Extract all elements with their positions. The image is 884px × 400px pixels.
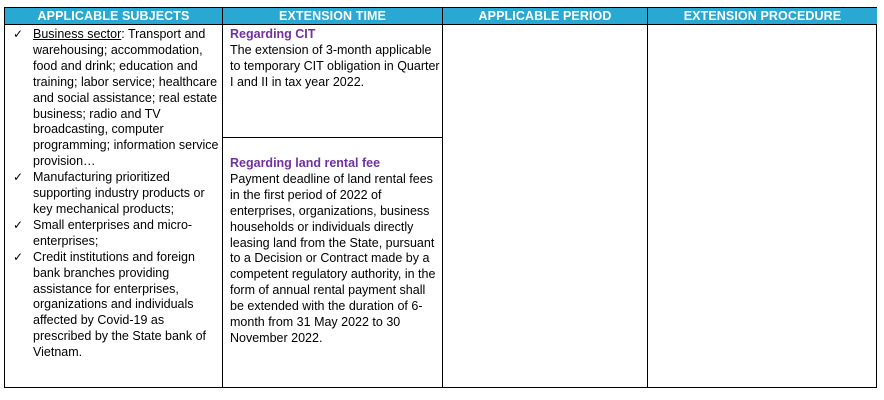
checkmark-icon: ✓	[13, 27, 24, 41]
cit-section	[230, 27, 440, 91]
business-sector-label: Business sector	[33, 27, 122, 41]
row-divider	[222, 137, 443, 138]
header-extension-procedure: EXTENSION PROCEDURE	[648, 8, 877, 24]
checkmark-icon: ✓	[13, 249, 24, 264]
land-rental-body: Payment deadline of land rental fees in the first period of 2022 of enterprises, organizations, business households or individuals directly leasing land from the State, pursuant to a Decision or Contract made by a competent regulatory authority, in the form of annual rental payment shall be extended with the duration of 6-month from 31 May 2022 to 30 November 2022.	[230, 171, 436, 345]
header-extension-time: EXTENSION TIME	[223, 8, 442, 24]
subjects-cell	[5, 24, 222, 361]
extension-table	[4, 7, 877, 388]
list-item	[11, 218, 222, 250]
subject-text: : Transport and warehousing; accommodation, food and drink; education and training; labor service; healthcare and social assistance; real estate business; radio and TV broadcasting, computer programming; information service provision…	[33, 27, 219, 169]
header-applicable-subjects: APPLICABLE SUBJECTS	[5, 8, 222, 24]
subject-text: Manufacturing prioritized supporting industry products or key mechanical products;	[33, 170, 205, 216]
list-item	[11, 250, 222, 361]
header-applicable-period: APPLICABLE PERIOD	[443, 8, 647, 24]
subject-text: Credit institutions and foreign bank branches providing assistance for enterprises, organizations and individuals affected by Covid-19 as prescribed by the State bank of Vietnam.	[33, 249, 207, 360]
subject-text: Small enterprises and micro-enterprises;	[33, 217, 193, 248]
extension-procedure-cell	[648, 25, 876, 387]
list-item	[11, 170, 222, 218]
land-rental-title: Regarding land rental fee	[230, 156, 381, 170]
cit-title: Regarding CIT	[230, 27, 316, 41]
checkmark-icon: ✓	[13, 170, 24, 185]
applicable-period-cell	[443, 25, 647, 387]
land-rental-section	[230, 156, 440, 347]
cit-body: The extension of 3-month applicable to temporary CIT obligation in Quarter I and II in tax year 2022.	[230, 42, 440, 89]
checkmark-icon: ✓	[13, 217, 24, 232]
list-item	[11, 27, 222, 170]
column-divider	[222, 8, 223, 387]
